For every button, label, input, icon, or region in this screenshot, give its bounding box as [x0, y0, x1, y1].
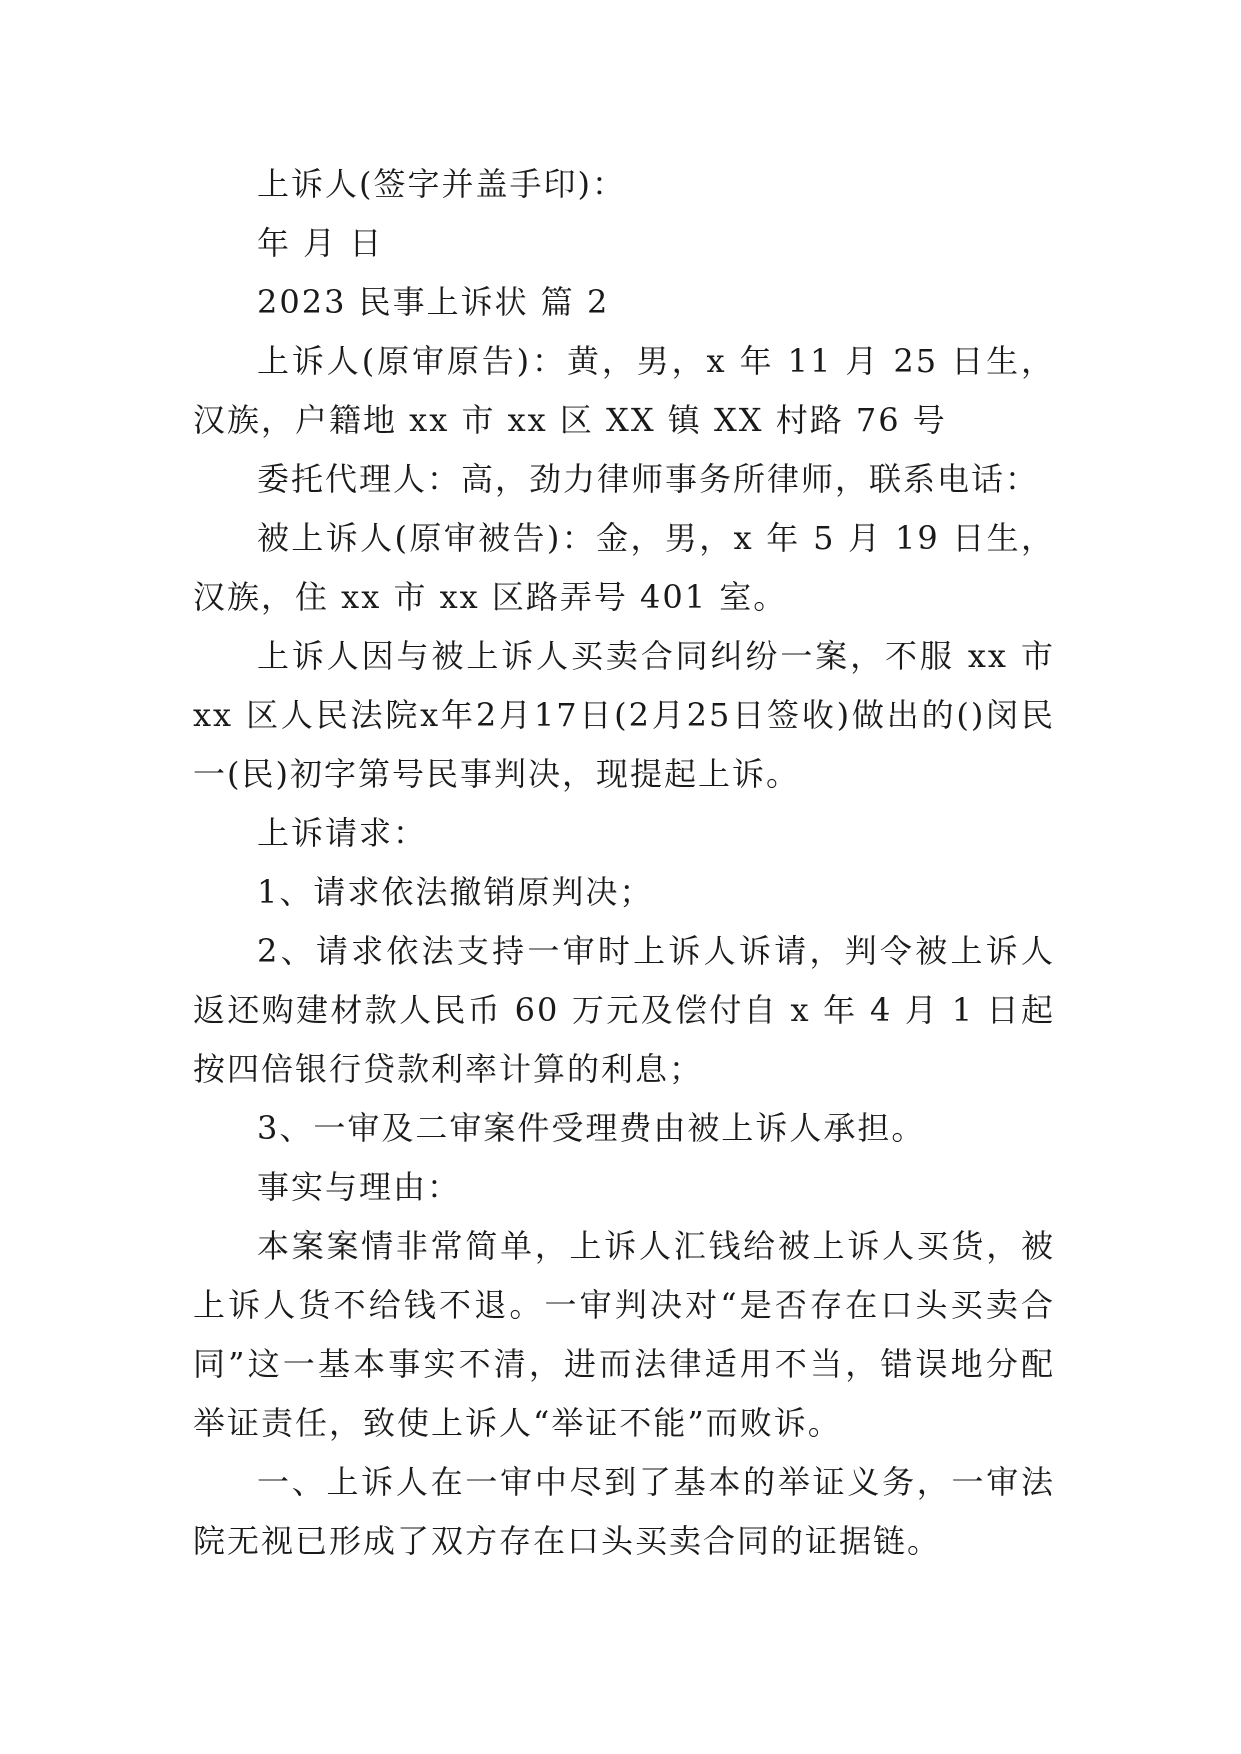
- signature-line: 上诉人(签字并盖手印)：: [257, 165, 626, 203]
- request-item-1: 1、请求依法撤销原判决；: [257, 873, 654, 911]
- appellee-info: 被上诉人(原审被告)：金，男，x 年 5 月 19 日生，汉族，住 xx 市 xx 区路弄号 401 室。: [193, 519, 1055, 616]
- argument-point-1: 一、上诉人在一审中尽到了基本的举证义务，一审法院无视已形成了双方存在口头买卖合同的证据链。: [193, 1463, 1055, 1560]
- request-item-2: 2、请求依法支持一审时上诉人诉请，判令被上诉人返还购建材款人民币 60 万元及偿付自 x 年 4 月 1 日起按四倍银行贷款利率计算的利息；: [193, 932, 1055, 1088]
- date-line: 年 月 日: [257, 224, 384, 262]
- section-title: 2023 民事上诉状 篇 2: [257, 283, 610, 321]
- appellant-info: 上诉人(原审原告)：黄，男，x 年 11 月 25 日生，汉族，户籍地 xx 市 xx 区 XX 镇 XX 村路 76 号: [193, 342, 1055, 439]
- request-item-3: 3、一审及二审案件受理费由被上诉人承担。: [257, 1109, 926, 1147]
- case-intro: 上诉人因与被上诉人买卖合同纠纷一案，不服 xx 市 xx 区人民法院x年2月17日(2月25日签收)做出的()闵民一(民)初字第号民事判决，现提起上诉。: [193, 637, 1055, 793]
- requests-heading: 上诉请求：: [257, 814, 428, 852]
- facts-heading: 事实与理由：: [257, 1168, 462, 1206]
- facts-paragraph: 本案案情非常简单，上诉人汇钱给被上诉人买货，被上诉人货不给钱不退。一审判决对“是否存在口头买卖合同”这一基本事实不清，进而法律适用不当，错误地分配举证责任，致使上诉人“举证不能”而败诉。: [193, 1227, 1055, 1442]
- document-body: [193, 155, 1055, 1571]
- agent-info: 委托代理人：高，劲力律师事务所律师，联系电话：: [257, 460, 1040, 498]
